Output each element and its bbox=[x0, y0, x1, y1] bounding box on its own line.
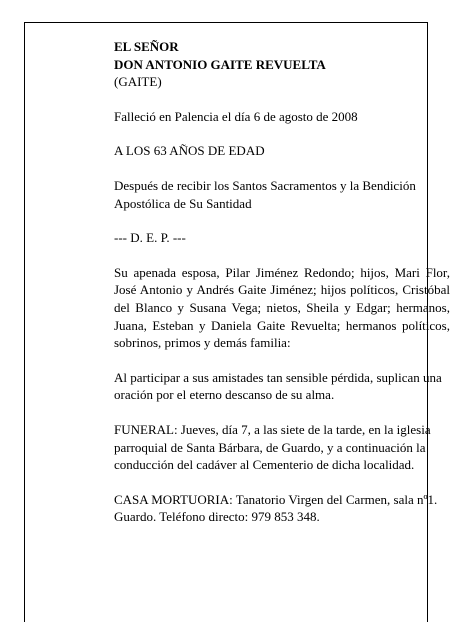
funeral-paragraph: FUNERAL: Jueves, día 7, a las siete de la tarde, en la iglesia parroquial de Santa Bárbara, de Guardo, y a continuación la conducción del cadáver al Cementerio de dicha localidad. bbox=[114, 421, 431, 473]
age: A LOS 63 AÑOS DE EDAD bbox=[114, 143, 265, 159]
mortuary-paragraph: CASA MORTUORIA: Tanatorio Virgen del Carmen, sala nº1. Guardo. Teléfono directo: 979 853 348. bbox=[114, 491, 438, 525]
family-paragraph: Su apenada esposa, Pilar Jiménez Redondo; hijos, Mari Flor, José Antonio y Andrés Gaite Jiménez; hijos políticos, Cristóbal del Blanco y Susana Vega; nietos, Sheila y Edgar; hermanos, Juana, Esteban y Daniela Gaite Revuelta; hermanos políticos, sobrinos, primos y demás familia: bbox=[114, 264, 450, 351]
sacraments: Después de recibir los Santos Sacramentos y la Bendición Apostólica de Su Santidad bbox=[114, 177, 416, 211]
death-info: Falleció en Palencia el día 6 de agosto de 2008 bbox=[114, 108, 358, 124]
title-line-1: EL SEÑOR bbox=[114, 39, 179, 54]
notice-heading bbox=[114, 38, 450, 91]
alias: (GAITE) bbox=[114, 74, 162, 90]
rip: --- D. E. P. --- bbox=[114, 230, 186, 246]
obituary-notice bbox=[114, 38, 450, 543]
title-line-2: DON ANTONIO GAITE REVUELTA bbox=[114, 56, 326, 72]
request-paragraph: Al participar a sus amistades tan sensible pérdida, suplican una oración por el eterno descanso de su alma. bbox=[114, 369, 442, 403]
